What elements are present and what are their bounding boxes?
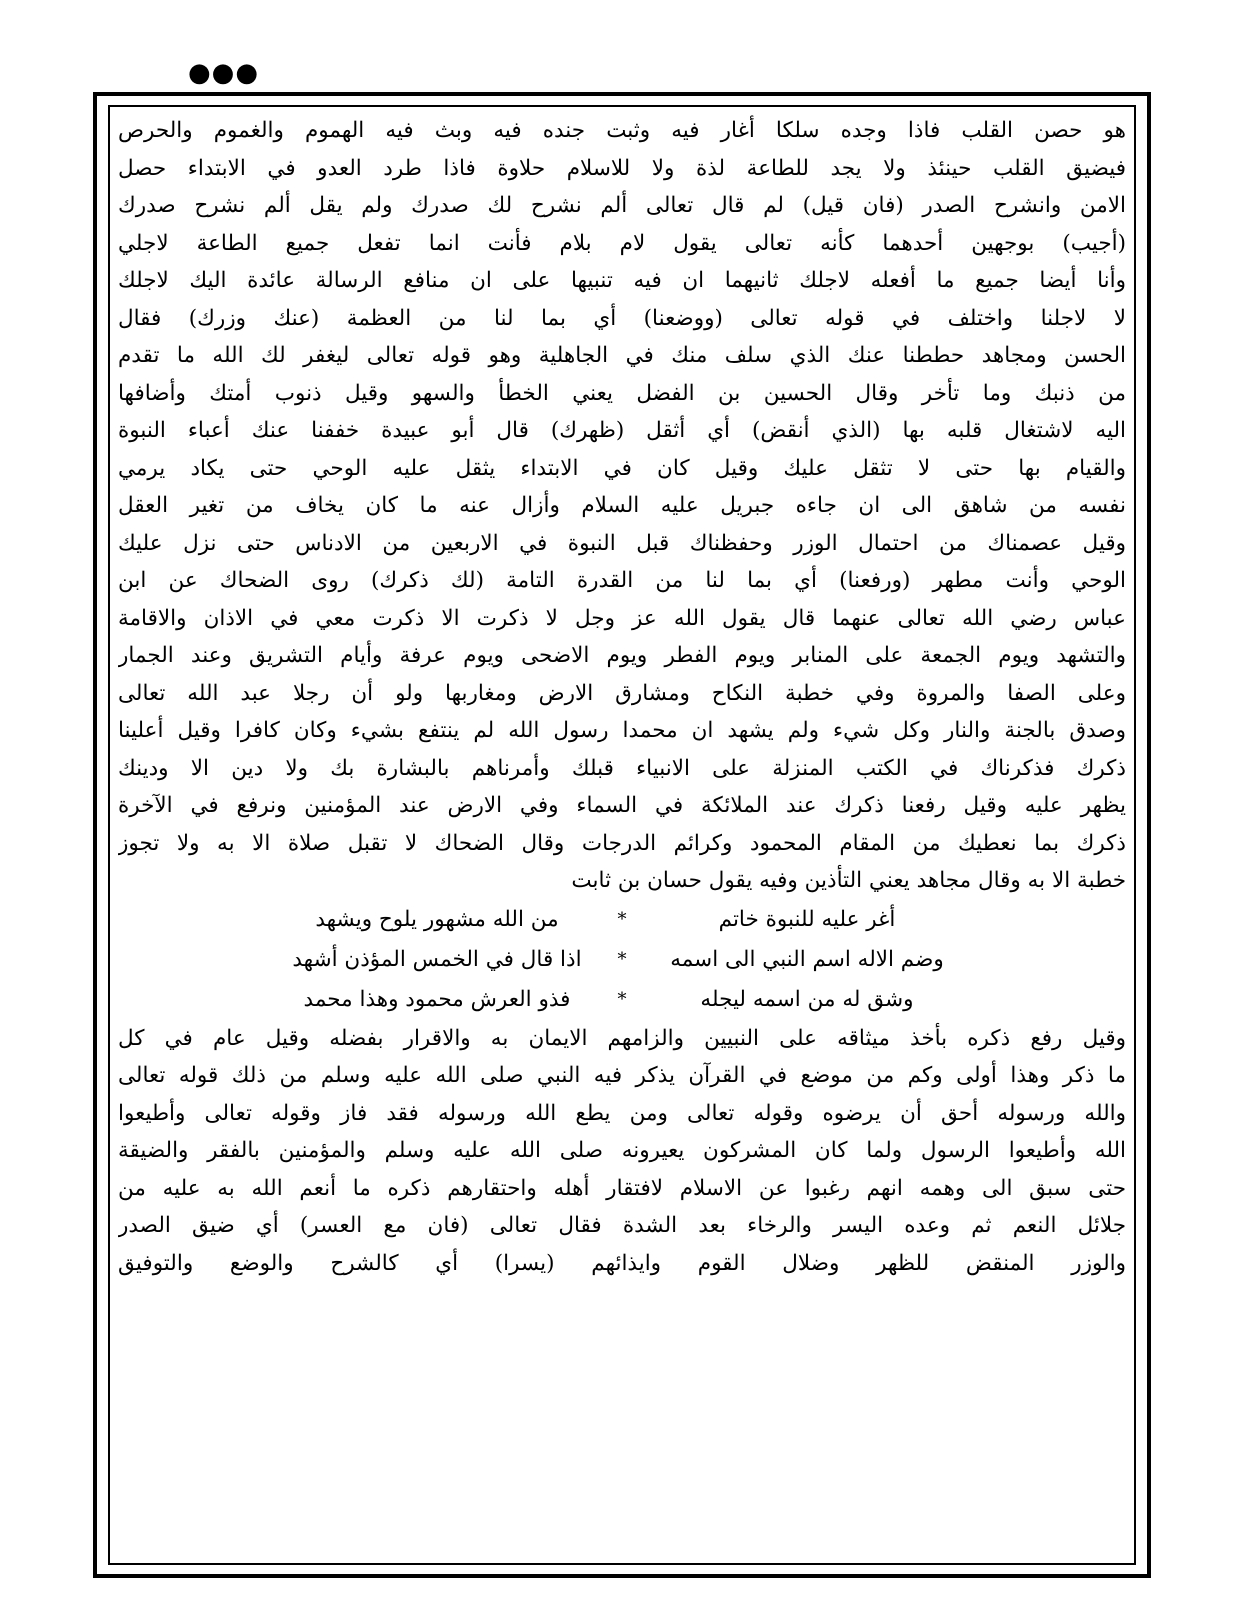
text-line: الحسن ومجاهد حططنا عنك الذي سلف منك في الجاهلية وهو قوله تعالى ليغفر لك الله ما تقدم	[118, 343, 1126, 368]
page-ornament: ●●●	[188, 58, 260, 88]
verse-separator-star: *	[617, 988, 627, 1010]
verse-second-hemistich: فذو العرش محمود وهذا محمد	[303, 986, 571, 1012]
text-line: والتشهد ويوم الجمعة على المنابر ويوم الفطر ويوم الاضحى ويوم عرفة وأيام التشريق وعند الجمار	[118, 643, 1126, 668]
text-block	[118, 112, 1126, 1560]
text-line: والوزر المنقض للظهر وضلال القوم وايذائهم (يسرا) أي كالشرح والوضع والتوفيق	[118, 1250, 1126, 1276]
text-line: اليه لاشتغال قلبه بها (الذي أنقض) أي أثقل (ظهرك) قال أبو عبيدة خففنا عنك أعباء النبوة	[118, 418, 1126, 443]
verse-first-hemistich: أغر عليه للنبوة خاتم	[718, 906, 896, 932]
poem-verse	[118, 900, 1126, 940]
text-line: وصدق بالجنة والنار وكل شيء ولم يشهد ان محمدا رسول الله لم ينتفع بشيء وكان كافرا وقيل أعلينا	[118, 718, 1126, 743]
text-line: فيضيق القلب حينئذ ولا يجد للطاعة لذة ولا للاسلام حلاوة فاذا طرد العدو في الابتداء حصل	[118, 155, 1126, 181]
text-line: والقيام بها حتى لا تثقل عليك وقيل كان في الابتداء يثقل عليه الوحي حتى يكاد يرمي	[118, 455, 1126, 481]
poem-verse	[118, 980, 1126, 1020]
verse-separator-star: *	[617, 908, 627, 930]
text-line: خطبة الا به وقال مجاهد يعني التأذين وفيه يقول حسان بن ثابت	[571, 868, 1126, 893]
paragraph-1	[118, 112, 1126, 900]
poem-verse	[118, 940, 1126, 980]
paragraph-2	[118, 1020, 1126, 1283]
text-line: جلائل النعم ثم وعده اليسر والرخاء بعد الشدة فقال تعالى (فان مع العسر) أي ضيق الصدر	[118, 1213, 1126, 1238]
verse-second-hemistich: من الله مشهور يلوح ويشهد	[315, 906, 559, 932]
text-line: الوحي وأنت مطهر (ورفعنا) أي بما لنا من القدرة التامة (لك ذكرك) روى الضحاك عن ابن	[118, 568, 1126, 593]
text-line: وقيل رفع ذكره بأخذ ميثاقه على النبيين والزامهم الايمان به والاقرار بفضله وقيل عام في كل	[118, 1025, 1126, 1051]
verse-first-hemistich: وشق له من اسمه ليجله	[700, 986, 914, 1012]
text-line: ذكرك بما نعطيك من المقام المحمود وكرائم الدرجات وقال الضحاك لا تقبل صلاة الا به ولا تجوز	[118, 830, 1126, 856]
text-line: لا لاجلنا واختلف في قوله تعالى (ووضعنا) أي بما لنا من العظمة (عنك وزرك) فقال	[118, 305, 1126, 331]
verse-first-hemistich: وضم الاله اسم النبي الى اسمه	[670, 946, 944, 972]
text-line: وقيل عصمناك من احتمال الوزر وحفظناك قبل النبوة في الاربعين من الادناس حتى نزل عليك	[118, 530, 1126, 556]
text-line: ما ذكر وهذا أولى وكم من موضع في القرآن يذكر فيه النبي صلى الله عليه وسلم من ذلك قوله تعالى	[118, 1063, 1126, 1088]
verse-second-hemistich: اذا قال في الخمس المؤذن أشهد	[292, 946, 582, 972]
text-line: حتى سبق الى وهمه انهم رغبوا عن الاسلام لافتقار أهله واحتقارهم ذكره ما أنعم الله به عليه من	[118, 1175, 1126, 1201]
poem-block	[118, 900, 1126, 1020]
text-line: والله ورسوله أحق أن يرضوه وقوله تعالى ومن يطع الله ورسوله فقد فاز وقوله تعالى وأطيعوا	[118, 1100, 1126, 1126]
verse-separator-star: *	[617, 948, 627, 970]
text-line: وعلى الصفا والمروة وفي خطبة النكاح ومشارق الارض ومغاربها ولو أن رجلا عبد الله تعالى	[118, 680, 1126, 706]
text-line: من ذنبك وما تأخر وقال الحسين بن الفضل يعني الخطأ والسهو وقيل ذنوب أمتك وأضافها	[118, 380, 1126, 406]
text-line: وأنا أيضا جميع ما أفعله لاجلك ثانيهما ان فيه تنبيها على ان منافع الرسالة عائدة اليك لاجلك	[118, 268, 1126, 293]
text-line: (أجيب) بوجهين أحدهما كأنه تعالى يقول لام بلام فأنت انما تفعل جميع الطاعة لاجلي	[118, 230, 1126, 256]
text-line: نفسه من شاهق الى ان جاءه جبريل عليه السلام وأزال عنه ما كان يخاف من تغير العقل	[118, 493, 1126, 518]
text-line: يظهر عليه وقيل رفعنا ذكرك عند الملائكة في السماء وفي الارض عند المؤمنين ونرفع في الآخرة	[118, 793, 1126, 818]
text-line: ذكرك فذكرناك في الكتب المنزلة على الانبياء قبلك وأمرناهم بالبشارة بك ولا دين الا ودينك	[118, 755, 1126, 781]
text-line: الامن وانشرح الصدر (فان قيل) لم قال تعالى ألم نشرح لك صدرك ولم يقل ألم نشرح صدرك	[118, 193, 1126, 218]
text-line: هو حصن القلب فاذا وجده سلكا أغار فيه وثبت جنده فيه وبث فيه الهموم والغموم والحرص	[118, 118, 1126, 143]
text-line: الله وأطيعوا الرسول ولما كان المشركون يعيرونه صلى الله عليه وسلم والمؤمنين بالفقر والضيقة	[118, 1138, 1126, 1163]
text-line: عباس رضي الله تعالى عنهما قال يقول الله عز وجل لا ذكرت الا ذكرت معي في الاذان والاقامة	[118, 605, 1126, 631]
